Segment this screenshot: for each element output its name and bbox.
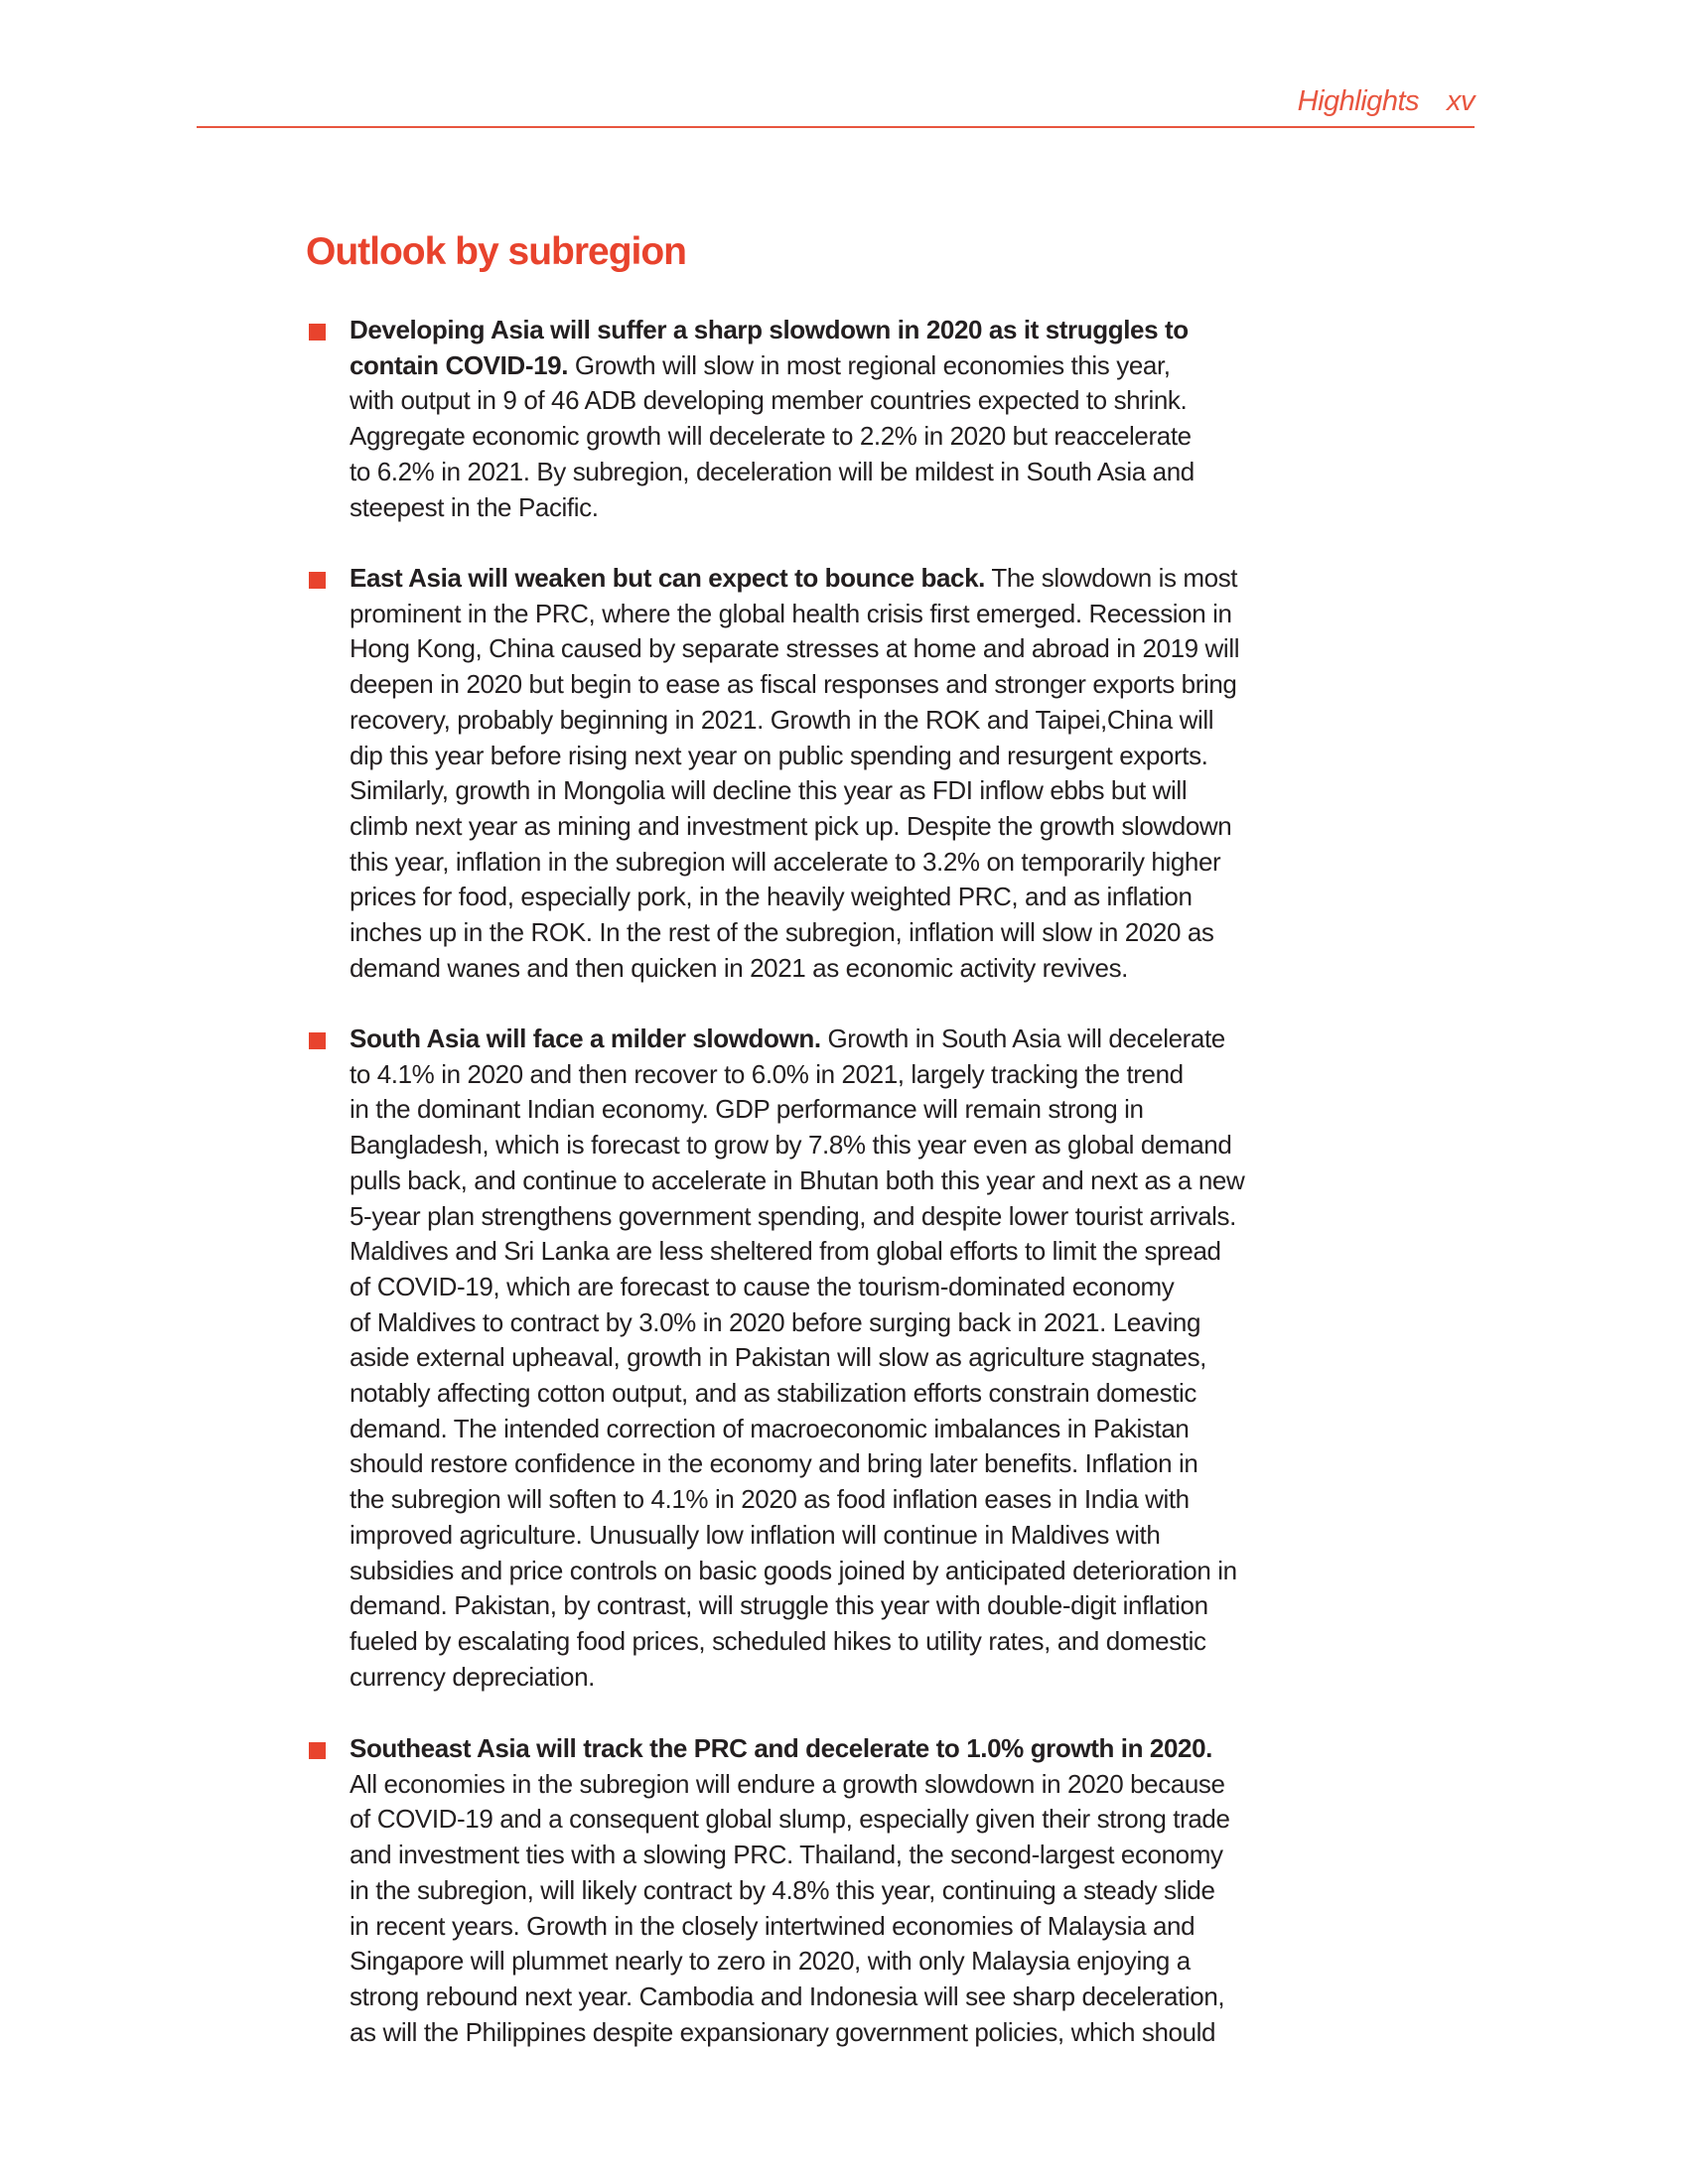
body-text: steepest in the Pacific. [350, 491, 599, 522]
text-line [350, 1340, 1244, 1376]
body-text: Growth will slow in most regional economies this year, [568, 349, 1171, 380]
text-line [350, 1446, 1244, 1482]
body-text: Aggregate economic growth will decelerate to 2.2% in 2020 but reaccelerate [350, 421, 1192, 452]
text-line [350, 490, 1195, 526]
text-line [350, 1128, 1244, 1163]
body-text: of COVID-19 and a consequent global slump, especially given their strong trade [350, 1804, 1230, 1835]
body-text: to 6.2% in 2021. By subregion, deceleration will be mildest in South Asia and [350, 456, 1195, 486]
body-text: currency depreciation. [350, 1661, 595, 1692]
text-line [350, 383, 1195, 419]
text-line [350, 667, 1239, 703]
text-line [350, 809, 1239, 845]
body-text: in recent years. Growth in the closely intertwined economies of Malaysia and [350, 1910, 1196, 1941]
body-text: this year, inflation in the subregion will accelerate to 3.2% on temporarily higher [350, 846, 1221, 877]
body-text: aside external upheaval, growth in Pakistan will slow as agriculture stagnates, [350, 1342, 1206, 1373]
text-line [350, 773, 1239, 809]
body-text: should restore confidence in the economy and bring later benefits. Inflation in [350, 1448, 1198, 1479]
text-line [350, 1554, 1244, 1589]
body-text: prices for food, especially pork, in the heavily weighted PRC, and as inflation [350, 882, 1193, 912]
body-text: 5-year plan strengthens government spending, and despite lower tourist arrivals. [350, 1200, 1236, 1231]
section-title: Outlook by subregion [306, 230, 687, 273]
bullet-square-icon [309, 1742, 326, 1759]
text-line [350, 1588, 1244, 1624]
text-line [350, 1802, 1230, 1838]
text-line [350, 1838, 1230, 1873]
text-line [350, 1873, 1230, 1909]
body-text: demand wanes and then quicken in 2021 as economic activity revives. [350, 952, 1128, 983]
body-text: climb next year as mining and investment pick up. Despite the growth slowdown [350, 810, 1232, 841]
text-line [350, 1234, 1244, 1270]
section-name: Highlights [1297, 85, 1419, 117]
body-text: Similarly, growth in Mongolia will decline this year as FDI inflow ebbs but will [350, 775, 1188, 806]
body-text: in the dominant Indian economy. GDP performance will remain strong in [350, 1094, 1144, 1125]
body-text: as will the Philippines despite expansionary government policies, which should [350, 2016, 1216, 2047]
body-text: subsidies and price controls on basic goods joined by anticipated deterioration in [350, 1555, 1237, 1585]
lead-sentence: Developing Asia will suffer a sharp slowdown in 2020 as it struggles to [350, 315, 1189, 344]
bullet-square-icon [309, 572, 326, 589]
lead-sentence: Southeast Asia will track the PRC and decelerate to 1.0% growth in 2020. [350, 1733, 1212, 1763]
body-text: fueled by escalating food prices, scheduled hikes to utility rates, and domestic [350, 1625, 1206, 1656]
body-text: of COVID-19, which are forecast to cause the tourism-dominated economy [350, 1271, 1175, 1301]
bullet-square-icon [309, 1032, 326, 1049]
text-line [350, 1731, 1230, 1767]
text-line [350, 561, 1239, 597]
text-line [350, 2015, 1230, 2051]
text-line [350, 313, 1195, 348]
text-line [350, 631, 1239, 667]
text-line [350, 1482, 1244, 1518]
text-line [350, 739, 1239, 774]
text-line [350, 1057, 1244, 1093]
bullet-paragraph-developing-asia [350, 313, 1195, 525]
bullet-paragraph-south-asia [350, 1022, 1244, 1695]
body-text: of Maldives to contract by 3.0% in 2020 before surging back in 2021. Leaving [350, 1306, 1201, 1337]
body-text: recovery, probably beginning in 2021. Growth in the ROK and Taipei,China will [350, 704, 1214, 735]
text-line [350, 1624, 1244, 1660]
text-line [350, 348, 1195, 384]
body-text: dip this year before rising next year on public spending and resurgent exports. [350, 740, 1208, 770]
body-text: Growth in South Asia will decelerate [820, 1024, 1225, 1053]
body-text: Bangladesh, which is forecast to grow by 7.8% this year even as global demand [350, 1130, 1232, 1160]
text-line [350, 1767, 1230, 1803]
text-line [350, 1199, 1244, 1235]
bullet-paragraph-east-asia [350, 561, 1239, 986]
body-text: pulls back, and continue to accelerate in Bhutan both this year and next as a new [350, 1164, 1245, 1195]
body-text: deepen in 2020 but begin to ease as fiscal responses and stronger exports bring [350, 669, 1237, 700]
body-text: Hong Kong, China caused by separate stresses at home and abroad in 2019 will [350, 633, 1240, 664]
text-line [350, 1979, 1230, 2015]
text-line [350, 1660, 1244, 1696]
text-line [350, 1909, 1230, 1945]
text-line [350, 1376, 1244, 1412]
body-text: Singapore will plummet nearly to zero in 2020, with only Malaysia enjoying a [350, 1946, 1191, 1977]
body-text: to 4.1% in 2020 and then recover to 6.0% in 2021, largely tracking the trend [350, 1058, 1184, 1089]
body-text: and investment ties with a slowing PRC. Thailand, the second-largest economy [350, 1840, 1223, 1870]
body-text: strong rebound next year. Cambodia and Indonesia will see sharp deceleration, [350, 1980, 1225, 2011]
text-line [350, 1518, 1244, 1554]
body-text: in the subregion, will likely contract by 4.8% this year, continuing a steady slide [350, 1874, 1215, 1905]
text-line [350, 1944, 1230, 1979]
body-text: inches up in the ROK. In the rest of the subregion, inflation will slow in 2020 as [350, 917, 1214, 948]
text-line [350, 703, 1239, 739]
body-text: The slowdown is most [985, 563, 1238, 593]
body-text: the subregion will soften to 4.1% in 2020 as food inflation eases in India with [350, 1484, 1190, 1515]
text-line [350, 1163, 1244, 1199]
body-text: All economies in the subregion will endure a growth slowdown in 2020 because [350, 1768, 1225, 1799]
body-text: notably affecting cotton output, and as stabilization efforts constrain domestic [350, 1378, 1197, 1409]
body-text: with output in 9 of 46 ADB developing member countries expected to shrink. [350, 385, 1188, 416]
text-line [350, 915, 1239, 951]
lead-sentence: contain COVID-19. [350, 349, 569, 380]
bullet-paragraph-southeast-asia [350, 1731, 1230, 2050]
text-line [350, 1305, 1244, 1341]
running-head [1298, 85, 1475, 118]
text-line [350, 1412, 1244, 1447]
lead-sentence: East Asia will weaken but can expect to bounce back. [350, 563, 986, 593]
text-line [350, 597, 1239, 632]
text-line [350, 455, 1195, 490]
body-text: demand. The intended correction of macroeconomic imbalances in Pakistan [350, 1413, 1190, 1443]
body-text: prominent in the PRC, where the global health crisis first emerged. Recession in [350, 598, 1232, 628]
text-line [350, 1092, 1244, 1128]
lead-sentence: South Asia will face a milder slowdown. [350, 1024, 821, 1053]
text-line [350, 1022, 1244, 1057]
text-line [350, 951, 1239, 987]
page-number: xv [1447, 85, 1475, 117]
text-line [350, 419, 1195, 455]
text-line [350, 1270, 1244, 1305]
bullet-square-icon [309, 324, 326, 341]
body-text: improved agriculture. Unusually low inflation will continue in Maldives with [350, 1519, 1161, 1550]
text-line [350, 845, 1239, 881]
header-rule [197, 126, 1475, 128]
text-line [350, 880, 1239, 915]
body-text: Maldives and Sri Lanka are less sheltered from global efforts to limit the spread [350, 1236, 1221, 1267]
body-text: demand. Pakistan, by contrast, will struggle this year with double-digit inflation [350, 1590, 1208, 1621]
